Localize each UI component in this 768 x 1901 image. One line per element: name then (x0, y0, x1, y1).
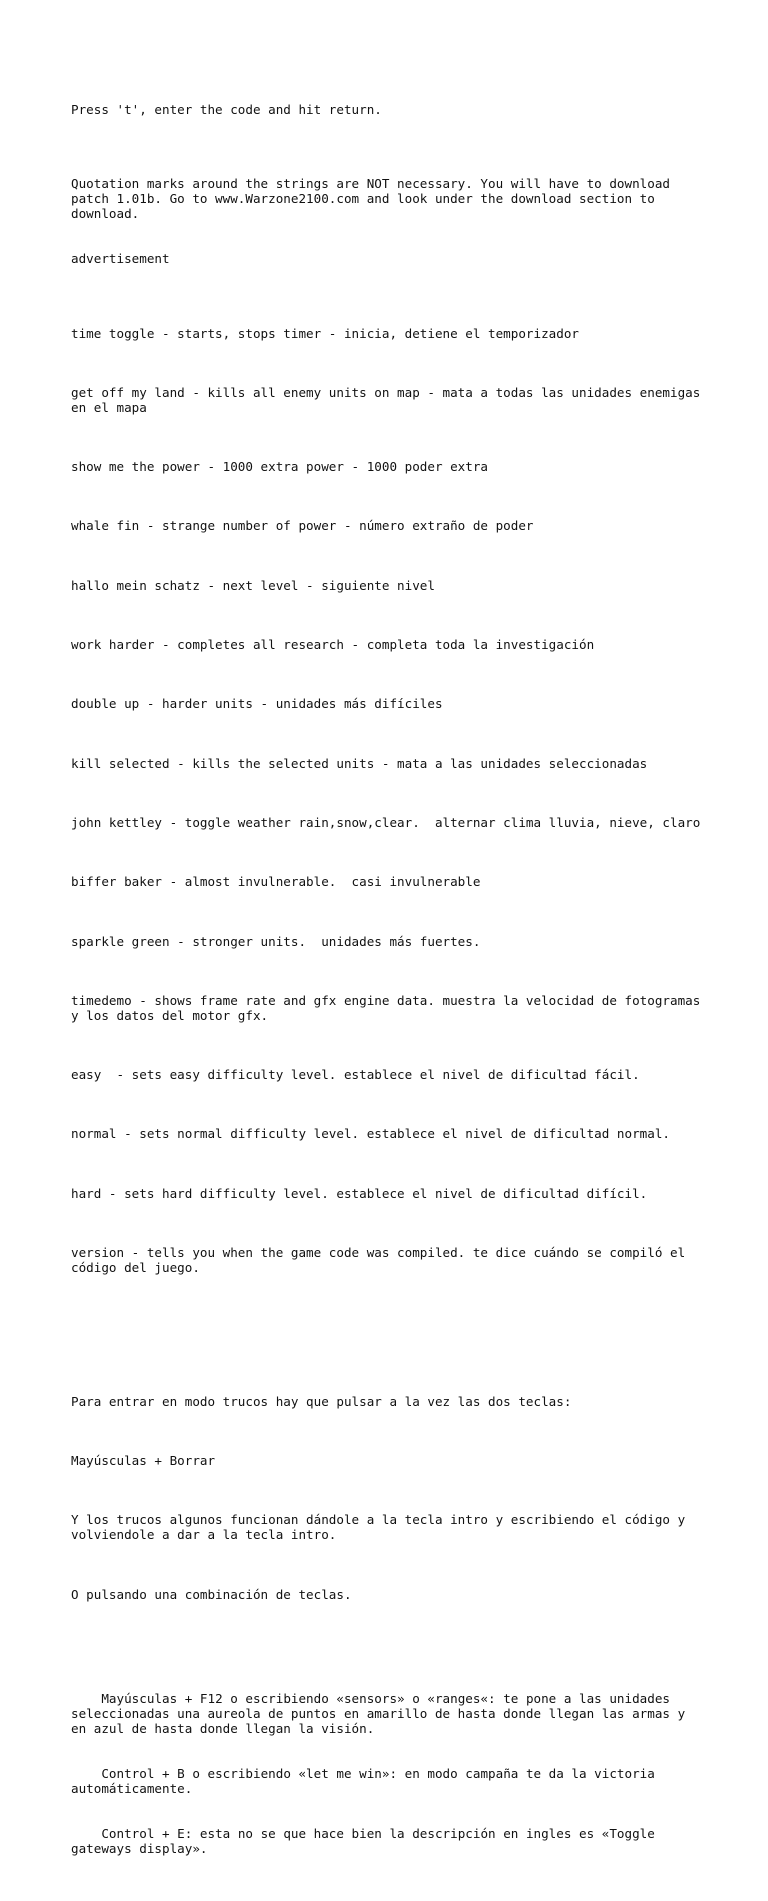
cheat-line: hard - sets hard difficulty level. establece el nivel de dificultad difícil. (71, 1185, 648, 1201)
cheat-line: kill selected - kills the selected units - mata a las unidades seleccionadas (71, 755, 648, 771)
key-combo-text: Mayúsculas + Borrar (71, 1453, 216, 1469)
cheat-line: time toggle - starts, stops timer - inicia, detiene el temporizador (71, 325, 579, 341)
cheat-line: normal - sets normal difficulty level. establece el nivel de dificultad normal. (71, 1126, 670, 1142)
spanish-alternative: O pulsando una combinación de teclas. (71, 1586, 352, 1602)
cheat-line: get off my land - kills all enemy units on map - mata a todas las unidades enemigas en el mapa (71, 384, 708, 415)
combo-item: Control + E: esta no se que hace bien la descripción en ingles es «Toggle gateways display». (71, 1826, 663, 1857)
combo-item: Mayúsculas + F12 o escribiendo «sensors» o «ranges«: te pone a las unidades seleccionadas una aureola de puntos en amarillo de hasta donde llegan las armas y en azul de hasta donde llegan la visión. (71, 1691, 693, 1737)
cheat-line: john kettley - toggle weather rain,snow,clear. alternar clima lluvia, nieve, claro (71, 814, 701, 830)
cheat-line: easy - sets easy difficulty level. establece el nivel de dificultad fácil. (71, 1067, 640, 1083)
download-note: Quotation marks around the strings are NOT necessary. You will have to download patch 1.01b. Go to www.Warzone2100.com and look under the download section to download. (71, 176, 678, 222)
section-spacer (71, 1334, 701, 1349)
document-page (71, 72, 708, 1901)
instruction-text: Press 't', enter the code and hit return. (71, 102, 382, 117)
cheat-line: work harder - completes all research - completa toda la investigación (71, 637, 595, 653)
cheat-line: biffer baker - almost invulnerable. casi invulnerable (71, 874, 481, 890)
cheat-line: version - tells you when the game code was compiled. te dice cuándo se compiló el código del juego. (71, 1245, 693, 1276)
advertisement-label: advertisement (71, 251, 170, 267)
combo-item: Control + B o escribiendo «let me win»: en modo campaña te da la victoria automáticamente. (71, 1766, 663, 1797)
cheat-line: double up - harder units - unidades más difíciles (71, 696, 443, 712)
cheat-line: hallo mein schatz - next level - siguiente nivel (71, 577, 435, 593)
spanish-instructions: Y los trucos algunos funcionan dándole a la tecla intro y escribiendo el código y volviendole a dar a la tecla intro. (71, 1512, 693, 1543)
combo-list (71, 1661, 701, 1886)
cheat-line: whale fin - strange number of power - número extraño de poder (71, 518, 534, 534)
cheat-line: show me the power - 1000 extra power - 1000 poder extra (71, 459, 489, 475)
cheat-line: timedemo - shows frame rate and gfx engine data. muestra la velocidad de fotogramas y los datos del motor gfx. (71, 992, 708, 1023)
cheat-line: sparkle green - stronger units. unidades más fuertes. (71, 933, 481, 949)
spanish-intro: Para entrar en modo trucos hay que pulsar a la vez las dos teclas: (71, 1393, 572, 1409)
